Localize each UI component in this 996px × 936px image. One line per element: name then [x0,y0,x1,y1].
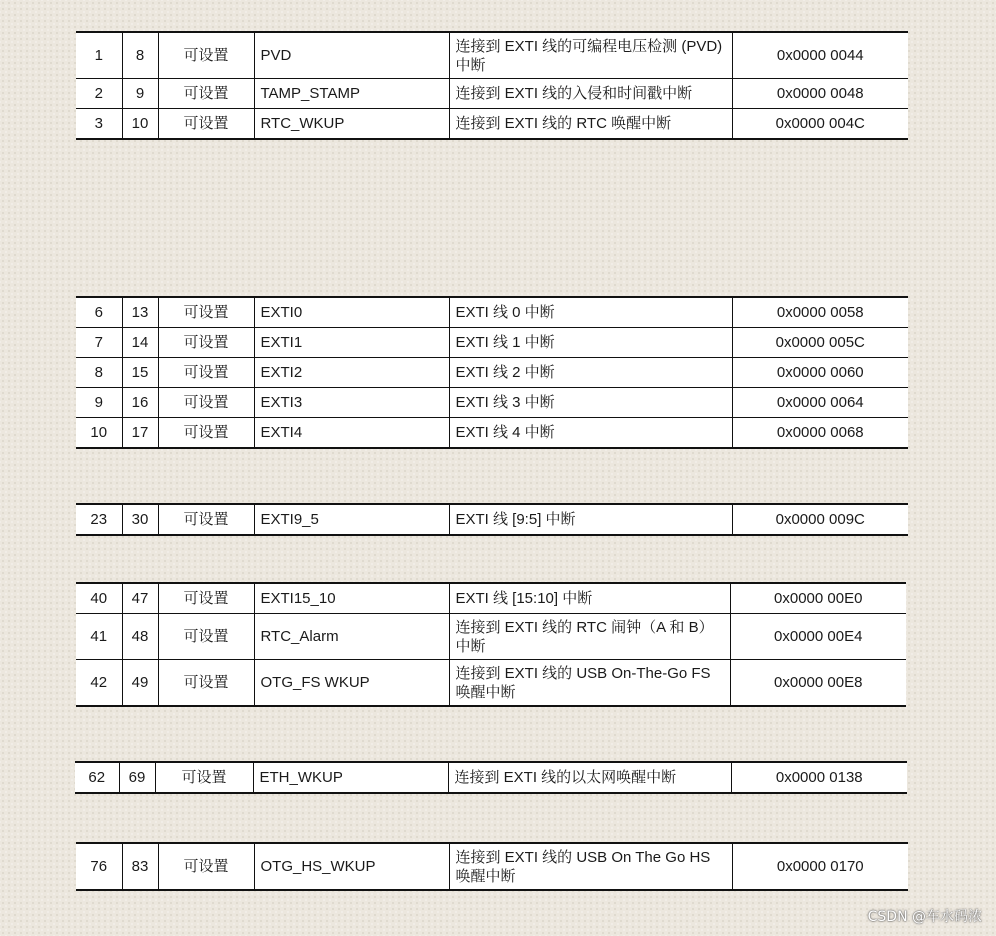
position-cell: 1 [76,32,122,79]
description-cell: EXTI 线 [9:5] 中断 [449,504,732,535]
vector-table-group-2 [76,296,908,449]
description-cell: EXTI 线 3 中断 [449,388,732,418]
priority-type-cell: 可设置 [158,418,254,449]
table-row [76,328,908,358]
description-cell: 连接到 EXTI 线的 RTC 闹钟（A 和 B）中断 [449,614,730,660]
position-cell: 42 [76,660,122,707]
description-cell: EXTI 线 [15:10] 中断 [449,583,730,614]
position-cell: 8 [76,358,122,388]
priority-cell: 69 [119,762,155,793]
table-row [76,614,906,660]
table-row [76,583,906,614]
priority-type-cell: 可设置 [155,762,253,793]
interrupt-name-cell: EXTI4 [254,418,449,449]
priority-type-cell: 可设置 [158,843,254,890]
interrupt-name-cell: EXTI15_10 [254,583,449,614]
table-row [76,32,908,79]
priority-cell: 14 [122,328,158,358]
interrupt-name-cell: EXTI3 [254,388,449,418]
address-cell: 0x0000 0048 [732,79,908,109]
position-cell: 62 [75,762,119,793]
priority-cell: 49 [122,660,158,707]
address-cell: 0x0000 00E8 [730,660,906,707]
position-cell: 6 [76,297,122,328]
table-row [76,843,908,890]
address-cell: 0x0000 00E0 [730,583,906,614]
position-cell: 40 [76,583,122,614]
interrupt-name-cell: EXTI9_5 [254,504,449,535]
priority-type-cell: 可设置 [158,109,254,140]
priority-type-cell: 可设置 [158,660,254,707]
priority-type-cell: 可设置 [158,79,254,109]
position-cell: 7 [76,328,122,358]
description-cell: 连接到 EXTI 线的 RTC 唤醒中断 [449,109,732,140]
table-row [75,762,907,793]
priority-cell: 13 [122,297,158,328]
priority-type-cell: 可设置 [158,358,254,388]
vector-table-group-1 [76,31,908,140]
priority-cell: 9 [122,79,158,109]
interrupt-name-cell: EXTI0 [254,297,449,328]
priority-type-cell: 可设置 [158,388,254,418]
interrupt-name-cell: PVD [254,32,449,79]
priority-cell: 83 [122,843,158,890]
priority-cell: 48 [122,614,158,660]
priority-cell: 8 [122,32,158,79]
vector-table-group-3 [76,503,908,536]
vector-table-group-5 [75,761,907,794]
table-row [76,358,908,388]
priority-type-cell: 可设置 [158,32,254,79]
address-cell: 0x0000 004C [732,109,908,140]
table-row [76,660,906,707]
priority-type-cell: 可设置 [158,614,254,660]
table-row [76,388,908,418]
description-cell: 连接到 EXTI 线的 USB On-The-Go FS 唤醒中断 [449,660,730,707]
priority-cell: 10 [122,109,158,140]
interrupt-name-cell: RTC_Alarm [254,614,449,660]
table-row [76,418,908,449]
description-cell: 连接到 EXTI 线的入侵和时间戳中断 [449,79,732,109]
table-row [76,109,908,140]
vector-table-group-4 [76,582,906,707]
address-cell: 0x0000 009C [732,504,908,535]
position-cell: 23 [76,504,122,535]
position-cell: 9 [76,388,122,418]
table-row [76,504,908,535]
position-cell: 76 [76,843,122,890]
address-cell: 0x0000 0170 [732,843,908,890]
interrupt-name-cell: RTC_WKUP [254,109,449,140]
description-cell: 连接到 EXTI 线的 USB On The Go HS 唤醒中断 [449,843,732,890]
address-cell: 0x0000 0138 [731,762,907,793]
position-cell: 2 [76,79,122,109]
table-row [76,297,908,328]
address-cell: 0x0000 00E4 [730,614,906,660]
interrupt-name-cell: ETH_WKUP [253,762,448,793]
priority-cell: 15 [122,358,158,388]
address-cell: 0x0000 0068 [732,418,908,449]
interrupt-name-cell: TAMP_STAMP [254,79,449,109]
priority-cell: 47 [122,583,158,614]
address-cell: 0x0000 0058 [732,297,908,328]
position-cell: 10 [76,418,122,449]
table-row [76,79,908,109]
description-cell: 连接到 EXTI 线的以太网唤醒中断 [448,762,731,793]
interrupt-name-cell: OTG_HS_WKUP [254,843,449,890]
watermark: CSDN @车水码浓 [867,909,982,925]
position-cell: 3 [76,109,122,140]
priority-type-cell: 可设置 [158,504,254,535]
priority-type-cell: 可设置 [158,583,254,614]
priority-cell: 17 [122,418,158,449]
interrupt-name-cell: EXTI2 [254,358,449,388]
description-cell: 连接到 EXTI 线的可编程电压检测 (PVD) 中断 [449,32,732,79]
priority-cell: 30 [122,504,158,535]
priority-type-cell: 可设置 [158,297,254,328]
position-cell: 41 [76,614,122,660]
description-cell: EXTI 线 0 中断 [449,297,732,328]
priority-cell: 16 [122,388,158,418]
description-cell: EXTI 线 4 中断 [449,418,732,449]
address-cell: 0x0000 0044 [732,32,908,79]
address-cell: 0x0000 0060 [732,358,908,388]
interrupt-name-cell: OTG_FS WKUP [254,660,449,707]
address-cell: 0x0000 0064 [732,388,908,418]
vector-table-group-6 [76,842,908,891]
interrupt-name-cell: EXTI1 [254,328,449,358]
description-cell: EXTI 线 2 中断 [449,358,732,388]
description-cell: EXTI 线 1 中断 [449,328,732,358]
priority-type-cell: 可设置 [158,328,254,358]
address-cell: 0x0000 005C [732,328,908,358]
